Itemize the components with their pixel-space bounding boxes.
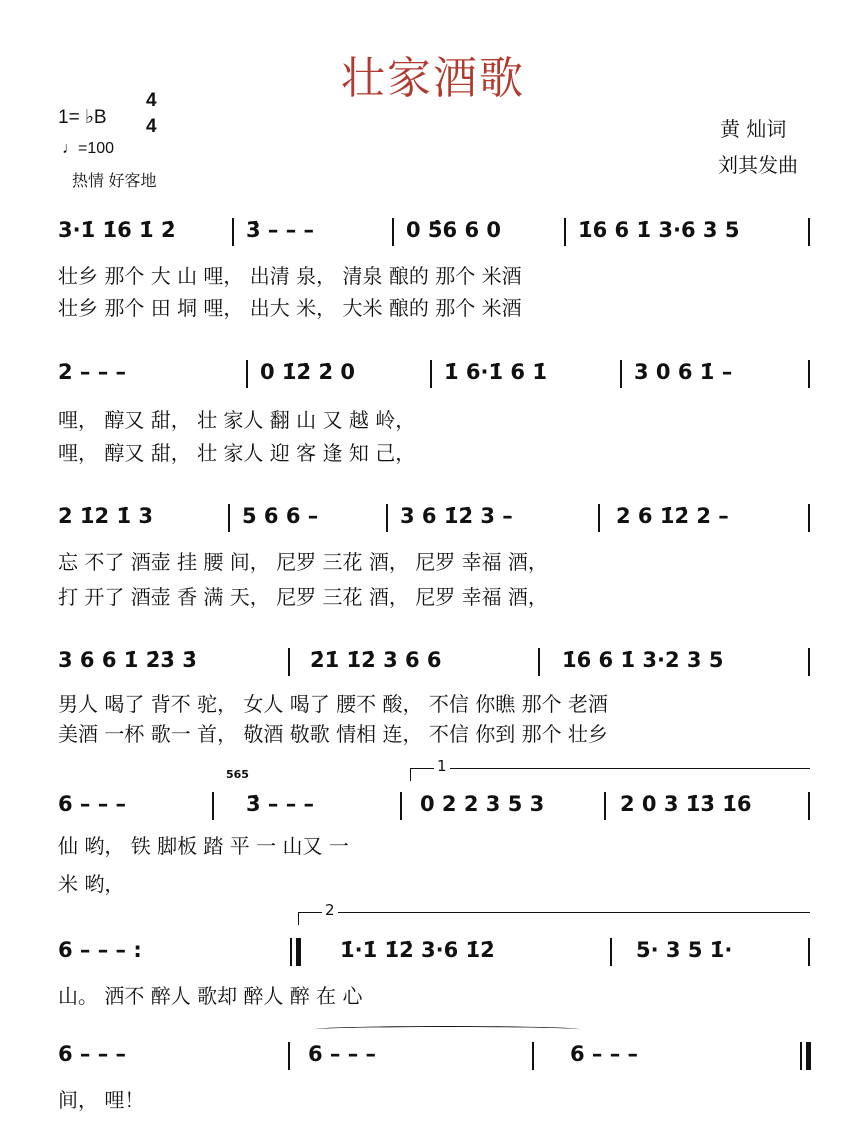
barline [212, 792, 214, 820]
lyricist-credit: 黄 灿词 [720, 117, 787, 141]
barline [288, 648, 290, 676]
measure-3: 5· 3 5 1̇· [636, 938, 733, 962]
barline [610, 938, 612, 966]
barline [288, 1042, 290, 1070]
tie-slur [314, 1026, 580, 1033]
measure-2: 1̇·1̇ 1̇2̇ 3·6 1̇2̇ [340, 938, 495, 962]
second-ending-bracket [298, 901, 810, 919]
lyric-verse-1: 忘 不了 酒壶 挂 腰 间， 尼罗 三花 酒， 尼罗 幸福 酒， [58, 550, 548, 574]
measure-2: 5 6 6 – [242, 504, 319, 528]
notation-system-3 [0, 498, 866, 542]
measure-4: 2 6 1̇2̇ 2 – [616, 504, 729, 528]
measure-4: 2 0 3 1̇3̇ 1̇6 [620, 792, 752, 816]
barline [246, 360, 248, 388]
lyric-verse-2: 米 哟， [58, 872, 125, 896]
repeat-barline-thick [296, 938, 301, 966]
barline [392, 218, 394, 246]
expression-marking: 热情 好客地 [72, 173, 157, 190]
notation-system-4 [0, 642, 866, 686]
key-signature: 1= ♭B [58, 107, 107, 128]
measure-1: 2 – – – [58, 360, 127, 384]
song-title: 壮家酒歌 [341, 53, 525, 104]
measure-3: 0 5̂6 6 0 [406, 218, 501, 242]
notation-system-2 [0, 354, 866, 398]
measure-2: 2̇1̇ 1̇2̇ 3 6 6 [310, 648, 442, 672]
notation-system-7 [0, 1036, 866, 1080]
final-barline [800, 1042, 802, 1070]
lyric-verse-2: 打 开了 酒壶 香 满 天， 尼罗 三花 酒， 尼罗 幸福 酒， [58, 585, 548, 609]
barline [532, 1042, 534, 1070]
barline [386, 504, 388, 532]
measure-4: 3 0 6 1̇ – [634, 360, 733, 384]
time-signature-bottom: 4 [146, 116, 157, 137]
lyric-verse-1: 哩， 醇又 甜， 壮 家人 翻 山 又 越 岭， [58, 408, 416, 432]
barline [228, 504, 230, 532]
measure-2: 0 1̇2̇ 2̇ 0 [260, 360, 355, 384]
lyric-verse-1: 男人 喝了 背不 驼， 女人 喝了 腰不 酸， 不信 你瞧 那个 老酒 [58, 692, 608, 716]
first-ending-bracket [410, 757, 810, 775]
lyric-verse-2: 壮乡 那个 田 垌 哩， 出大 米， 大米 酿的 那个 米酒 [58, 296, 522, 320]
repeat-barline [290, 938, 292, 966]
barline [808, 938, 810, 966]
second-ending-number: 2 [322, 901, 338, 919]
barline [808, 648, 810, 676]
barline [808, 360, 810, 388]
notation-system-1 [0, 212, 866, 256]
measure-2: 3̇ – – – [246, 218, 315, 242]
measure-2: 3̇ – – – [246, 792, 315, 816]
grace-notes: 565 [226, 768, 249, 781]
measure-1: 2 1̇2 1̇ 3 [58, 504, 153, 528]
composer-credit: 刘其发曲 [718, 153, 798, 177]
measure-3: 1̇ 6·1̇ 6 1̇ [444, 360, 547, 384]
tempo-marking: ♩=100 [62, 140, 115, 157]
measure-1: 3·1̇ 1̇6 1̇ 2̇ [58, 218, 176, 242]
barline [620, 360, 622, 388]
barline [232, 218, 234, 246]
barline [808, 792, 810, 820]
measure-1: 6 – – – [58, 1042, 127, 1066]
measure-4: 1̇6 6 1̇ 3·6 3 5 [578, 218, 740, 242]
lyric-verse-1: 山。 洒不 醉人 歌却 醉人 醉 在 心 [58, 984, 363, 1008]
time-signature-top: 4 [146, 90, 157, 111]
measure-3: 3 6 1̇2̇ 3 – [400, 504, 513, 528]
measure-1: 6 – – – : [58, 938, 142, 962]
measure-1: 3 6 6 1̇ 2̇3̇ 3̇ [58, 648, 197, 672]
lyric-verse-1: 壮乡 那个 大 山 哩， 出清 泉， 清泉 酿的 那个 米酒 [58, 264, 522, 288]
measure-2: 6 – – – [308, 1042, 377, 1066]
barline [598, 504, 600, 532]
barline [808, 504, 810, 532]
barline [538, 648, 540, 676]
lyric-verse-2: 哩， 醇又 甜， 壮 家人 迎 客 逢 知 己， [58, 441, 416, 465]
barline [400, 792, 402, 820]
barline [430, 360, 432, 388]
notation-system-6 [0, 932, 866, 976]
lyric-verse-1: 间， 哩！ [58, 1088, 145, 1112]
barline [808, 218, 810, 246]
lyric-verse-1: 仙 哟， 铁 脚板 踏 平 一 山又 一 [58, 834, 349, 858]
measure-3: 0 2 2 3 5 3 [420, 792, 545, 816]
measure-1: 6 – – – [58, 792, 127, 816]
barline [604, 792, 606, 820]
measure-3: 1̇6 6 1̇ 3·2 3 5 [562, 648, 724, 672]
barline [564, 218, 566, 246]
first-ending-number: 1 [434, 757, 450, 775]
final-barline-thick [806, 1042, 811, 1070]
measure-3: 6 – – – [570, 1042, 639, 1066]
lyric-verse-2: 美酒 一杯 歌一 首， 敬酒 敬歌 情相 连， 不信 你到 那个 壮乡 [58, 722, 608, 746]
notation-system-5 [0, 786, 866, 830]
